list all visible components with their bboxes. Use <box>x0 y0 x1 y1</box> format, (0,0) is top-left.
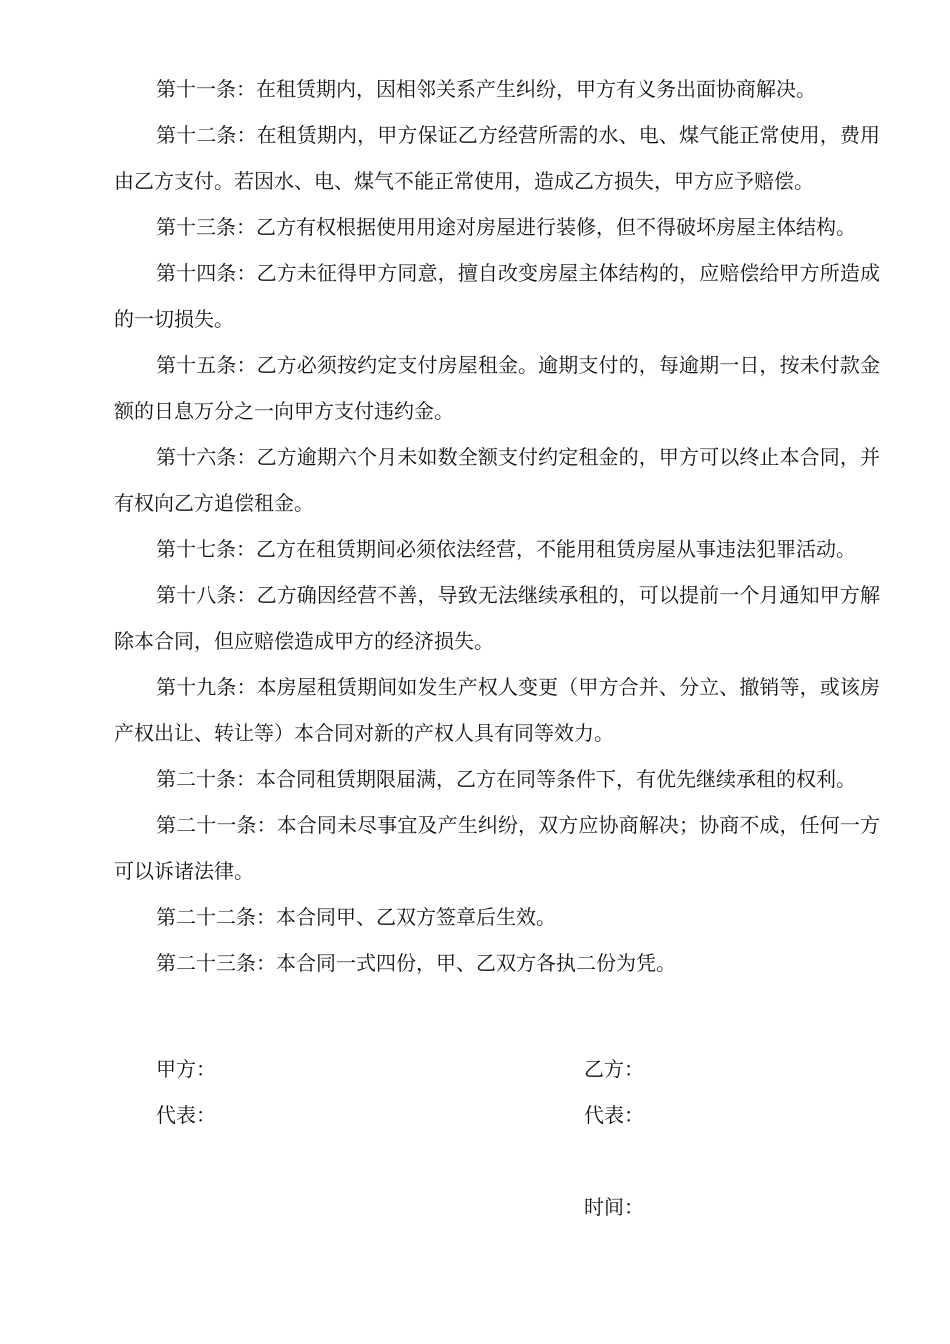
party-a-label: 甲方： <box>156 1057 216 1081</box>
article-22: 第二十二条：本合同甲、乙双方签章后生效。 <box>156 905 556 929</box>
date-label: 时间： <box>584 1195 644 1219</box>
party-b-label: 乙方： <box>584 1057 644 1081</box>
article-20: 第二十条：本合同租赁期限届满，乙方在同等条件下，有优先继续承租的权利。 <box>156 767 856 791</box>
article-11: 第十一条：在租赁期内，因相邻关系产生纠纷，甲方有义务出面协商解决。 <box>156 77 816 101</box>
party-b-representative-label: 代表： <box>584 1103 644 1127</box>
article-23: 第二十三条：本合同一式四份，甲、乙双方各执二份为凭。 <box>156 951 676 975</box>
article-19: 第十九条：本房屋租赁期间如发生产权人变更（甲方合并、分立、撤销等，或该房产权出让、转让等）本合同对新的产权人具有同等效力。 <box>114 675 880 745</box>
article-13: 第十三条：乙方有权根据使用用途对房屋进行装修，但不得破坏房屋主体结构。 <box>156 215 856 239</box>
article-16: 第十六条：乙方逾期六个月未如数全额支付约定租金的，甲方可以终止本合同，并有权向乙方追偿租金。 <box>114 445 880 515</box>
article-21: 第二十一条：本合同未尽事宜及产生纠纷，双方应协商解决；协商不成，任何一方可以诉诸法律。 <box>114 813 880 883</box>
party-a-representative-label: 代表： <box>156 1103 216 1127</box>
article-18: 第十八条：乙方确因经营不善，导致无法继续承租的，可以提前一个月通知甲方解除本合同，但应赔偿造成甲方的经济损失。 <box>114 583 880 653</box>
article-12: 第十二条：在租赁期内，甲方保证乙方经营所需的水、电、煤气能正常使用，费用由乙方支付。若因水、电、煤气不能正常使用，造成乙方损失，甲方应予赔偿。 <box>114 123 880 193</box>
article-15: 第十五条：乙方必须按约定支付房屋租金。逾期支付的，每逾期一日，按未付款金额的日息万分之一向甲方支付违约金。 <box>114 353 880 423</box>
contract-articles <box>114 66 880 986</box>
article-14: 第十四条：乙方未征得甲方同意，擅自改变房屋主体结构的，应赔偿给甲方所造成的一切损失。 <box>114 261 880 331</box>
article-17: 第十七条：乙方在租赁期间必须依法经营，不能用租赁房屋从事违法犯罪活动。 <box>156 537 856 561</box>
